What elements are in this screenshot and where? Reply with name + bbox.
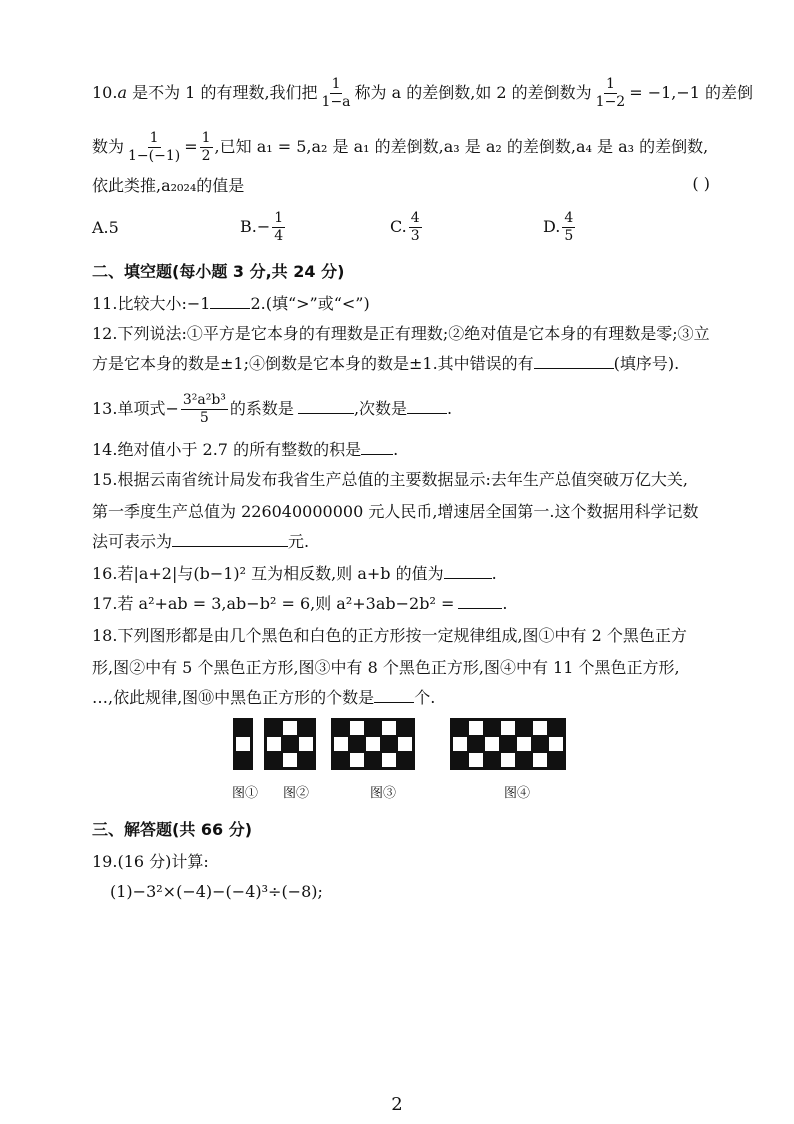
white-square <box>235 736 251 752</box>
q12-line2 <box>92 352 679 376</box>
white-square <box>365 736 381 752</box>
black-square <box>365 720 381 736</box>
figure-1-label: 图① <box>232 786 259 801</box>
black-square <box>266 752 282 768</box>
q17 <box>92 592 507 616</box>
white-square <box>349 720 365 736</box>
q18-blank[interactable] <box>374 686 414 703</box>
q13 <box>92 392 452 427</box>
white-square <box>532 720 548 736</box>
q10-text6: 依此类推,a₂₀₂₄的值是 <box>92 176 245 195</box>
q16-blank[interactable] <box>444 562 492 579</box>
answer-paren[interactable]: ( ) <box>692 174 710 193</box>
checker-grid <box>450 718 566 770</box>
black-square <box>468 736 484 752</box>
black-square <box>298 752 314 768</box>
q17-text2: . <box>502 594 508 613</box>
white-square <box>468 720 484 736</box>
black-square <box>548 752 564 768</box>
option-c[interactable] <box>390 210 424 245</box>
black-square <box>333 720 349 736</box>
option-b-frac: $\frac{1}{4}$ <box>274 210 284 244</box>
q12-blank[interactable] <box>534 352 614 369</box>
q12-line1: 12.下列说法:①平方是它本身的有理数是正有理数;②绝对值是它本身的有理数是零;③立 <box>92 324 710 343</box>
q13-text4: . <box>447 399 453 418</box>
checker-grid <box>264 718 316 770</box>
frac-1-over-2: $\frac{1}{2}$ <box>201 130 211 164</box>
q13-text2: 的系数是 <box>229 399 294 418</box>
white-square <box>266 736 282 752</box>
figure-3-label: 图③ <box>370 786 397 801</box>
option-d-frac: $\frac{4}{5}$ <box>564 210 574 244</box>
white-square <box>349 752 365 768</box>
black-square <box>397 752 413 768</box>
black-square <box>298 720 314 736</box>
black-square <box>452 752 468 768</box>
white-square <box>298 736 314 752</box>
q13-blank-coefficient[interactable] <box>298 397 354 414</box>
q10-number: 10. <box>92 83 118 102</box>
q18-line2: 形,图②中有 5 个黑色正方形,图③中有 8 个黑色正方形,图④中有 11 个黑色正方形, <box>92 658 680 677</box>
q14-text1: 14.绝对值小于 2.7 的所有整数的积是 <box>92 440 362 459</box>
q11-text2: 2.(填“>”或“<”) <box>250 294 370 313</box>
figure-3-grid <box>331 718 415 770</box>
black-square <box>266 720 282 736</box>
white-square <box>282 720 298 736</box>
section-3-heading: 三、解答题(共 66 分) <box>92 820 253 839</box>
q11-text1: 11.比较大小:−1 <box>92 294 211 313</box>
black-square <box>484 720 500 736</box>
option-b[interactable] <box>240 210 287 245</box>
black-square <box>484 752 500 768</box>
q15-line1: 15.根据云南省统计局发布我省生产总值的主要数据显示:去年生产总值突破万亿大关, <box>92 470 688 489</box>
black-square <box>516 752 532 768</box>
option-d-label: D. <box>543 217 561 236</box>
q13-blank-degree[interactable] <box>407 397 447 414</box>
section-2-heading: 二、填空题(每小题 3 分,共 24 分) <box>92 262 345 281</box>
figure-4-label: 图④ <box>504 786 531 801</box>
black-square <box>452 720 468 736</box>
white-square <box>452 736 468 752</box>
q19-title: 19.(16 分)计算: <box>92 852 209 871</box>
option-d[interactable] <box>543 210 577 245</box>
q10-var: a <box>117 83 127 102</box>
q14-text2: . <box>393 440 399 459</box>
white-square <box>282 752 298 768</box>
figure-2-grid <box>264 718 316 770</box>
black-square <box>235 752 251 768</box>
q15-text1: 法可表示为 <box>92 532 173 551</box>
white-square <box>468 752 484 768</box>
q16-text2: . <box>491 564 497 583</box>
q10-equals: = <box>184 137 198 156</box>
black-square <box>532 736 548 752</box>
figure-2-label: 图② <box>283 786 310 801</box>
q10-text4: 数为 <box>92 137 125 156</box>
q14 <box>92 438 398 462</box>
option-a[interactable] <box>92 218 119 237</box>
q16 <box>92 562 497 586</box>
option-c-frac: $\frac{4}{3}$ <box>410 210 420 244</box>
black-square <box>548 720 564 736</box>
q10-text3: = −1,−1 的差倒 <box>629 83 754 102</box>
q10-line2 <box>92 130 708 165</box>
q15-text2: 元. <box>288 532 310 551</box>
frac-1-over-1-minus-a: $\frac{1}{1-a}$ <box>321 76 351 110</box>
white-square <box>484 736 500 752</box>
figure-4-grid <box>450 718 566 770</box>
frac-1-over-1-minus-2: $\frac{1}{1-2}$ <box>595 76 626 110</box>
q10-line1 <box>92 76 753 111</box>
checker-grid <box>233 718 253 770</box>
black-square <box>365 752 381 768</box>
figure-1-grid <box>233 718 253 770</box>
q17-blank[interactable] <box>458 592 502 609</box>
black-square <box>516 720 532 736</box>
frac-1-over-1-minus-neg1: $\frac{1}{1-(-1)}$ <box>128 130 181 164</box>
q16-text1: 16.若|a+2|与(b−1)² 互为相反数,则 a+b 的值为 <box>92 564 444 583</box>
white-square <box>397 736 413 752</box>
q10-line3 <box>92 174 244 198</box>
page-number: 2 <box>391 1094 403 1115</box>
q19-part1: (1)−3²×(−4)−(−4)³÷(−8); <box>110 882 323 901</box>
white-square <box>333 736 349 752</box>
black-square <box>349 736 365 752</box>
black-square <box>397 720 413 736</box>
q15-line3 <box>92 530 309 554</box>
q17-text1: 17.若 a²+ab = 3,ab−b² = 6,则 a²+3ab−2b² = <box>92 594 455 613</box>
q10-text2: 称为 a 的差倒数,如 2 的差倒数为 <box>354 83 592 102</box>
black-square <box>333 752 349 768</box>
q18-line1: 18.下列图形都是由几个黑色和白色的正方形按一定规律组成,图①中有 2 个黑色正方 <box>92 626 687 645</box>
black-square <box>500 736 516 752</box>
white-square <box>381 752 397 768</box>
q13-text3: ,次数是 <box>353 399 408 418</box>
q11 <box>92 292 370 316</box>
black-square <box>282 736 298 752</box>
checker-grid <box>331 718 415 770</box>
q18-line3 <box>92 686 435 710</box>
white-square <box>516 736 532 752</box>
white-square <box>500 720 516 736</box>
q14-blank[interactable] <box>361 438 393 455</box>
white-square <box>532 752 548 768</box>
q18-text1: …,依此规律,图⑩中黑色正方形的个数是 <box>92 688 375 707</box>
q11-blank[interactable] <box>210 292 250 309</box>
white-square <box>500 752 516 768</box>
q13-monomial-frac: $\frac{\text{3²a²b³}}{5}$ <box>182 392 226 426</box>
q12-text1: 方是它本身的数是±1;④倒数是它本身的数是±1.其中错误的有 <box>92 354 534 373</box>
option-c-label: C. <box>390 217 407 236</box>
option-b-label: B.− <box>240 217 271 236</box>
q13-text1: 13.单项式− <box>92 399 179 418</box>
option-a-label: A.5 <box>92 218 119 237</box>
black-square <box>235 720 251 736</box>
q10-text5: ,已知 a₁ = 5,a₂ 是 a₁ 的差倒数,a₃ 是 a₂ 的差倒数,a₄ 是 a₃ 的差倒数, <box>214 137 709 156</box>
white-square <box>548 736 564 752</box>
white-square <box>381 720 397 736</box>
q10-text1: 是不为 1 的有理数,我们把 <box>127 83 318 102</box>
q15-line2: 第一季度生产总值为 226040000000 元人民币,增速居全国第一.这个数据用科学记数 <box>92 502 699 521</box>
q18-text2: 个. <box>414 688 436 707</box>
black-square <box>381 736 397 752</box>
q15-blank[interactable] <box>172 530 288 547</box>
q12-text2: (填序号). <box>613 354 680 373</box>
